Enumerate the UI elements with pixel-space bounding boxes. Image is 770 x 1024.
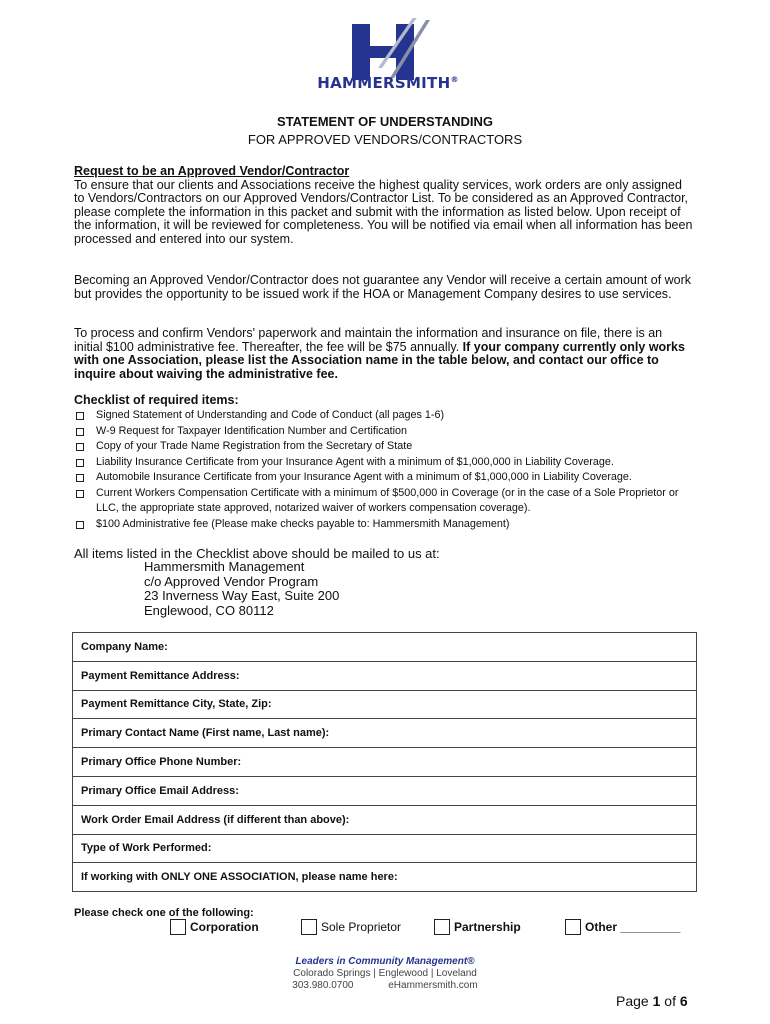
checkbox[interactable] <box>565 919 581 935</box>
checklist-item: Signed Statement of Understanding and Code of Conduct (all pages 1-6) <box>74 408 694 424</box>
guarantee-paragraph: Becoming an Approved Vendor/Contractor does not guarantee any Vendor will receive a certain amount of work but provides the opportunity to be issued work if the HOA or Management Company desires to use services. <box>74 273 692 301</box>
office-email-field[interactable]: Primary Office Email Address: <box>73 776 697 805</box>
checkbox-square-icon <box>76 412 84 420</box>
checkbox-square-icon <box>76 428 84 436</box>
address-line: Englewood, CO 80112 <box>144 603 274 619</box>
checkbox[interactable] <box>301 919 317 935</box>
checkbox-square-icon <box>76 443 84 451</box>
checklist-item: W-9 Request for Taxpayer Identification Number and Certification <box>74 424 694 440</box>
checklist <box>74 408 694 532</box>
request-heading: Request to be an Approved Vendor/Contractor <box>74 164 350 178</box>
mailing-intro: All items listed in the Checklist above should be mailed to us at: <box>74 546 440 561</box>
entity-prompt: Please check one of the following: <box>74 907 254 919</box>
footer-locations: Colorado Springs | Englewood | Loveland <box>293 968 477 979</box>
footer-website: eHammersmith.com <box>388 980 478 991</box>
page-subtitle: FOR APPROVED VENDORS/CONTRACTORS <box>247 132 523 147</box>
single-association-field[interactable]: If working with ONLY ONE ASSOCIATION, please name here: <box>73 863 697 892</box>
remittance-address-field[interactable]: Payment Remittance Address: <box>73 661 697 690</box>
mailing-address <box>144 560 339 619</box>
request-body: To ensure that our clients and Associations receive the highest quality services, work orders are only assigned to Vendors/Contractors on our Approved Vendors/Contractor List. To be considered as an Approved Contractor, please complete the information in this packet and submit with the information as listed below. Upon receipt of the information, it will be reviewed for completeness. You will be notified via email when all information has been processed and entered into our system. <box>74 177 693 246</box>
footer-phone: 303.980.0700 <box>292 980 354 991</box>
logo-wordmark: HAMMERSMITH® <box>317 74 459 92</box>
option-corporation[interactable]: Corporation <box>170 919 259 935</box>
checklist-item: Current Workers Compensation Certificate with a minimum of $500,000 in Coverage (or in the case of a Sole Proprietor or LLC, the appropriate state approved, notarized waiver of workers compensation coverage). <box>74 486 694 517</box>
fee-paragraph <box>74 327 694 381</box>
checkbox-square-icon <box>76 474 84 482</box>
checklist-item: $100 Administrative fee (Please make checks payable to: Hammersmith Management) <box>74 517 694 533</box>
address-line: Hammersmith Management <box>144 559 305 574</box>
footer-contact <box>0 980 770 991</box>
primary-contact-field[interactable]: Primary Contact Name (First name, Last name): <box>73 719 697 748</box>
option-partnership[interactable]: Partnership <box>434 919 521 935</box>
address-line: c/o Approved Vendor Program <box>144 573 319 589</box>
vendor-info-table <box>72 632 697 892</box>
work-order-email-field[interactable]: Work Order Email Address (if different than above): <box>73 805 697 834</box>
fee-waiver-text: If your company currently only works with one Association, please list the Association name in the table below, and contact our office to inquire about waiving the administrative fee. <box>74 339 685 381</box>
checklist-item: Liability Insurance Certificate from your Insurance Agent with a minimum of $1,000,000 in Liability Coverage. <box>74 455 694 471</box>
office-phone-field[interactable]: Primary Office Phone Number: <box>73 748 697 777</box>
checklist-title: Checklist of required items: <box>74 393 239 407</box>
checkbox-square-icon <box>76 459 84 467</box>
work-type-field[interactable]: Type of Work Performed: <box>73 834 697 863</box>
checklist-item: Copy of your Trade Name Registration from the Secretary of State <box>74 439 694 455</box>
request-paragraph <box>74 165 694 247</box>
fee-text: To process and confirm Vendors' paperwork and maintain the information and insurance on file, there is an initial $100 administrative fee. Thereafter, the fee will be $75 annually. <box>74 326 663 354</box>
remittance-city-field[interactable]: Payment Remittance City, State, Zip: <box>73 690 697 719</box>
checkbox-square-icon <box>76 490 84 498</box>
page-title: STATEMENT OF UNDERSTANDING <box>277 114 493 129</box>
checkbox[interactable] <box>434 919 450 935</box>
checklist-item: Automobile Insurance Certificate from your Insurance Agent with a minimum of $1,000,000 in Liability Coverage. <box>74 470 694 486</box>
option-other[interactable]: Other _________ <box>565 919 680 935</box>
checkbox-square-icon <box>76 521 84 529</box>
company-name-field[interactable]: Company Name: <box>73 633 697 662</box>
address-line: 23 Inverness Way East, Suite 200 <box>144 588 340 604</box>
footer-tagline: Leaders in Community Management® <box>295 956 475 967</box>
option-sole-proprietor[interactable]: Sole Proprietor <box>301 919 401 935</box>
page-number: Page 1 of 6 <box>616 993 688 1009</box>
checkbox[interactable] <box>170 919 186 935</box>
